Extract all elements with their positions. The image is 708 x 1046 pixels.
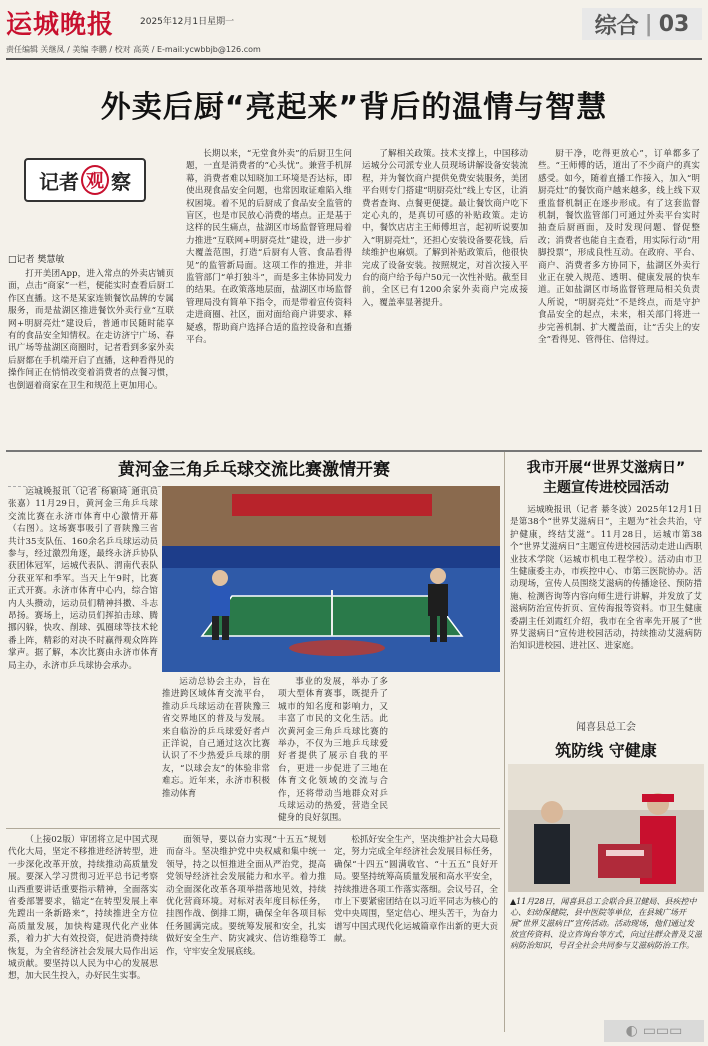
reporter-observation-stamp [24, 158, 146, 202]
bottom-text-3: 松抓好安全生产，坚决维护社会大局稳定，努力完成全年经济社会发展目标任务，确保“十四五”圆满收官、“十五五”良好开局。要坚持统筹高质量发展和高水平安全，持续推进各项工作落实落细。会议号召，全市上下要紧密团结在以习近平同志为核心的党中央周围，坚定信心、埋头苦干，为奋力谱写中国式现代化运城篇章作出新的更大贡献。 [334, 835, 498, 945]
aids-title-line-2: 主题宣传进校园活动 [543, 480, 669, 496]
section-name: 综合 [594, 13, 639, 39]
stamp-circle-text: 观 [81, 165, 109, 195]
aids-title-line-1: 我市开展“世界艾滋病日” [526, 460, 686, 476]
aids-photo-caption: ▲11月28日，闻喜县总工会联合县卫健局、县疾控中心、妇幼保健院，县中医院等单位，在县城广场开展“世界艾滋病日”宣传活动。活动现场，他们通过发放宣传资料、设立咨询台等方式，向过往群众普及艾滋病防治知识，号召全社会共同参与艾滋病防治工作。 [510, 897, 702, 950]
publication-date: 2025年12月1日星期一 [140, 17, 235, 27]
editor-credits: 责任编辑 关继凤 / 美编 李鹏 / 校对 高英 / E-mail:ycwbbjb@126.com [6, 45, 261, 54]
bottom-column-2 [166, 834, 326, 1040]
pingpong-text-3: 事业的发展，举办了多项大型体育赛事，既提升了城市的知名度和影响力，又丰富了市民的文化生活。此次黄河金三角乒乓球比赛的举办，不仅为三地乒乓球爱好者提供了展示自我的平台，更进一步促进了三地在体育文化领域的交流与合作，还将带动当地群众对乒乓球运动的热爱，营造全民健身的良好氛围。 [278, 677, 388, 824]
lead-text-3: 了解相关政策。技术支撑上，中国移动运城分公司派专业人员现场讲解设备安装流程，并为餐饮商户提供免费安装服务，美团平台则专门搭建“明厨亮灶”线上专区，让消费者查询、点餐更便捷。最让餐饮商户吃下定心丸的，是真切可感的补贴政策。走访中，餐饮店店主王师傅坦言，起初听说要加入“明厨亮灶”，还担心安装设备要花钱，后续维护也麻烦。了解到补贴政策后，他很快完成了设备安装。按照规定，对首次接入平台的商户给予每户50元一次性补贴。截至目前，全区已有1200余家外卖商户完成接入，覆盖率显著提升。 [362, 149, 528, 308]
newspaper-logo: 运城晚报 [6, 10, 115, 40]
pingpong-photo-graphic [162, 486, 500, 672]
aids-sub-kicker: 闻喜县总工会 [576, 722, 636, 733]
aids-body [510, 504, 702, 692]
pingpong-headline: 黄河金三角乒乓球交流比赛激情开赛 [8, 455, 500, 487]
lead-text-2: 长期以来，“无堂食外卖”的后厨卫生问题，一直是消费者的“心头忧”。兼营手机屏幕，消费者难以知晓加工环境是否达标，即使出现食品安全问题，也常因取证难陷入维权困境。着不见的后厨成了食品安全监管的盲区，也是市民放心消费的堵点。正是基于这样的民生痛点，盐湖区市场监督管理局着力推进“互联网+明厨亮灶”建设，进一步扩大覆盖范围，打造“后厨有人管、食品看得见”的监管新局面。这项工作的推进，并非监管部门“单打独斗”，而是多主体协同发力的结果。在政策落地层面，盐湖区市场监督管理局没有简单下指令，而是带着宣传资料走进商圈、社区，面对面给商户讲要求、释疑惑，帮助商户选择合适的监控设备和直播平台。 [186, 149, 352, 346]
aids-headline [508, 458, 704, 498]
lead-column-2 [186, 148, 352, 446]
section-label: 综合 | 03 [582, 8, 702, 40]
bottom-divider [6, 828, 500, 829]
aids-text: 运城晚报讯（记者 綦冬波）2025年12月1日是第38个“世界艾滋病日”，主题为“社会共治，守护健康，终结艾滋”。11月28日，运城市第38个“世界艾滋病日”主题宣传进校园活动走进山西职业技术学院（运城市机电工程学校）。活动由市卫生健康委主办，市疾控中心、市第三医院协办。活动现场，宣传人员围绕艾滋病的传播途径、预防措施、检测咨询等内容向师生进行讲解，并发放了艾滋病防治宣传折页、宣传海报等资料。市卫生健康委副主任刘霞红介绍，我市在全省率先开展了“世界艾滋病日”宣传进校园活动，持续推动艾滋病防治知识进校园、进社区、进家庭。 [510, 505, 702, 652]
lead-column-4 [538, 148, 700, 446]
aids-event-photo [508, 764, 704, 892]
stamp-text: 记者 [39, 169, 79, 194]
lead-column-3 [362, 148, 528, 446]
bottom-text-2: 面领导，要以奋力实现“十五五”规划而奋斗。坚决维护党中央权威和集中统一领导，持之以恒推进全面从严治党，提高党领导经济社会发展能力和水平。着力推动全面深化改革各项举措落地见效，持续优化营商环境。对标对表年度目标任务，挂图作战、倒排工期，确保全年各项目标任务圆满完成。要统筹发展和安全，扎实做好安全生产、防灾减灾、信访维稳等工作，守牢安全发展底线。 [166, 835, 326, 957]
stamp-text-end: 察 [111, 169, 131, 194]
aids-sub-headline: 筑防线 守健康 [555, 741, 657, 760]
bottom-text-1: （上接02版）审团将立足中国式现代化大局，坚定不移推进经济转型，进一步深化改革开放，持续推动高质量发展。要深入学习贯彻习近平总书记考察山西重要讲话重要指示精神，全面落实省委部署要求，锚定“在转型发展上率先蹚出一条新路来”，持续推进全方位高质量发展，加快构建现代化产业体系，着力扩大有效投资，促进消费持续恢复，为全省经济社会发展大局作出运城贡献。要坚持以人民为中心的发展思想，加大民生投入，办好民生实事。 [8, 835, 158, 982]
pingpong-column-3 [278, 676, 388, 824]
lead-byline: □记者 樊慧敏 [8, 255, 65, 265]
lead-column-1 [8, 268, 174, 446]
lead-headline: 外卖后厨“亮起来”背后的温情与智慧 [100, 90, 608, 125]
site-watermark: ◐ ▭▭▭ [604, 1020, 704, 1042]
pingpong-photo [162, 486, 500, 672]
lead-text-4: 厨干净，吃得更放心”，订单都多了些。“王师傅的话，道出了不少商户的真实感受。如今，随着直播工作接入，加入“明厨亮灶”的餐饮商户越来越多，线上线下双重监督机制正在逐步形成。有了这套监督机制，餐饮监管部门可通过外卖平台实时抽查后厨画面，及时发现问题、督促整改；消费者也能自主查看，用实际行动“用脚投票”，形成良性互动。在政府、平台、商户、消费者多方协同下，盐湖区外卖行业正在驶入规范、透明、健康发展的快车道。正如盐湖区市场监督管理局相关负责人所说，“明厨亮灶”不是终点，而是守护食品安全的起点，未来，相关部门将进一步完善机制、扩大覆盖面，让“舌尖上的安全”看得见、管得住、信得过。 [538, 149, 700, 346]
pingpong-column-2 [162, 676, 270, 824]
page-number: 03 [658, 11, 690, 37]
masthead-rule [6, 58, 702, 60]
section-divider [6, 450, 702, 452]
lead-text-1: 打开美团App，进入常点的外卖店铺页面，点击“商家”一栏，便能实时查看后厨工作区直播。这不是某家连锁餐饮品牌的专属服务，而是盐湖区推进餐饮外卖行业“互联网+明厨亮灶”建设后，普通市民随时能享有的食品安全知情权。在走访济宁广场、春讯广场等盐湖区商圈时，记者看到多家外卖后厨都在手机端开启了直播，这种看得见的操作间正在悄悄改变着消费者的点餐习惯，也倒逼着商家在卫生和规范上更加用心。 [8, 269, 174, 391]
pingpong-text-2: 运动总协会主办，旨在推进跨区域体育交流平台，推动乒乓球运动在晋陕豫三省交界地区的普及与发展。来自临汾的乒乓球爱好者卢正洋说，自己通过这次比赛认识了不少热爱乒乓球的朋友，“以球会友”的体验非常难忘。近年来，永济市积极推动体育 [162, 677, 270, 799]
bottom-column-1 [8, 834, 158, 1040]
bottom-column-3 [334, 834, 498, 1040]
aids-event-photo-graphic [508, 764, 704, 892]
pingpong-column-1 [8, 486, 158, 824]
column-rule [504, 452, 505, 1032]
pingpong-text-1: 运城晚报讯（记者 杨颖琦 通讯员 张嘉）11月29日，黄河金三角乒乓球交流比赛在永济市体育中心激情开幕（右图）。这场赛事吸引了晋陕豫三省共计35支队伍、160余名乒乓球运动员参与，经过激烈角逐，最终永济乒协队获团体冠军，运城代表队、渭南代表队分获亚军和季军。当天上午9时，比赛正式开赛。永济市体育中心内，综合馆内人头攒动，运动员们精神抖擞、斗志昂扬。赛场上，运动员们挥拍击球、腾挪闪躲，快攻、削球、弧圈球等技术轮番上阵，精彩的对决不时赢得观众阵阵掌声。据了解，本次比赛由永济市体育局主办，永济市乒乓球协会承办。 [8, 487, 158, 671]
